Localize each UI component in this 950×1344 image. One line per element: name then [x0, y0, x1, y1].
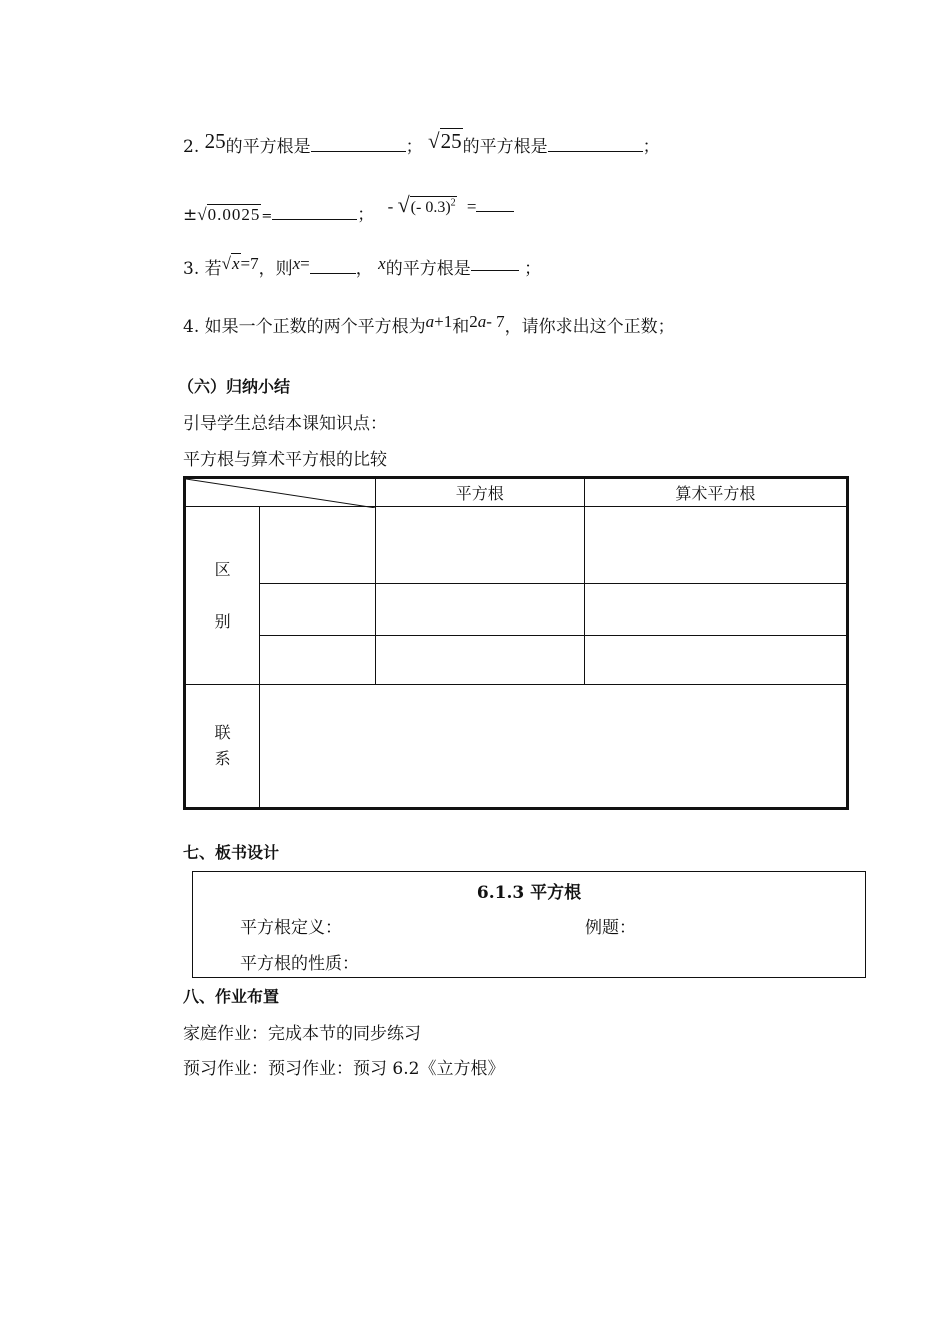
- diagonal-header-cell: [185, 478, 376, 507]
- exercise-text: 的平方根是: [462, 137, 548, 157]
- column-header-arithmetic-square-root: 算术平方根: [584, 478, 847, 507]
- equals-sign: =: [261, 209, 273, 224]
- sqrt-x: √x: [221, 254, 240, 273]
- expression-rest: +1: [434, 312, 453, 331]
- expression-rest: - 7: [486, 312, 505, 331]
- minus-sign: -: [387, 197, 394, 216]
- table-cell: [584, 636, 847, 685]
- exercise-4: [183, 312, 675, 337]
- row-header-connection: [185, 685, 260, 809]
- table-cell: [584, 584, 847, 636]
- sqrt-25: √25: [428, 129, 462, 153]
- answer-blank: [471, 269, 519, 271]
- table-cell: [260, 685, 848, 809]
- board-example: 例题：: [585, 918, 636, 938]
- exercise-text: ，请你求出这个正数；: [504, 317, 675, 337]
- board-design-box: [192, 871, 866, 978]
- sqrt-neg-0-3-squared: √(- 0.3)$^2$: [397, 192, 456, 217]
- variable-x: x: [378, 254, 386, 273]
- variable-a: a: [425, 312, 435, 331]
- exercise-number: 4.: [183, 317, 200, 337]
- answer-blank: [548, 150, 643, 152]
- radicand-base: (- 0.3): [410, 199, 451, 216]
- table-cell: [260, 507, 376, 584]
- radicand: x: [231, 254, 240, 273]
- comparison-title: 平方根与算术平方根的比较: [183, 450, 387, 470]
- table-cell: [375, 636, 584, 685]
- exercise-3: [183, 254, 541, 279]
- answer-blank: [272, 218, 357, 220]
- expression-a-plus-1: [426, 312, 453, 331]
- row-header-char: 系: [214, 749, 231, 768]
- radicand: 0.0025: [207, 205, 261, 224]
- plus-minus-sign: ±: [183, 205, 198, 225]
- separator: ；: [642, 137, 660, 157]
- exercise-text: 如果一个正数的两个平方根为: [204, 317, 426, 337]
- table-cell: [584, 507, 847, 584]
- separator: ，: [355, 259, 373, 279]
- equation-value: =7: [240, 254, 259, 273]
- homework-home: 家庭作业：完成本节的同步练习: [183, 1024, 421, 1044]
- answer-blank: [311, 150, 406, 152]
- exercise-text: 若: [204, 259, 222, 279]
- section-heading-homework: 八、作业布置: [183, 987, 280, 1006]
- table-cell: [260, 584, 376, 636]
- separator: ；: [524, 259, 542, 279]
- homework-preview: 预习作业：预习作业：预习 6.2《立方根》: [183, 1059, 505, 1079]
- exercise-text: 的平方根是: [385, 259, 471, 279]
- neg-sqrt-expression: [387, 192, 515, 217]
- coefficient: 2: [469, 312, 478, 331]
- table-cell: [260, 636, 376, 685]
- board-definition: 平方根定义：: [240, 918, 342, 938]
- answer-blank: [310, 272, 356, 274]
- exercise-number: 3.: [183, 259, 200, 279]
- row-header-char: 联: [214, 723, 231, 742]
- math-value-25: 25: [204, 129, 226, 153]
- exercise-text: 的平方根是: [225, 137, 311, 157]
- answer-blank: [476, 210, 514, 212]
- exercise-2-line-1: [183, 129, 660, 158]
- table-cell: [375, 584, 584, 636]
- variable-a: a: [477, 312, 487, 331]
- section-heading-summary: （六）归纳小结: [178, 377, 291, 396]
- equals-sign: =: [300, 254, 310, 273]
- exercise-text: ，则: [258, 259, 293, 279]
- column-header-square-root: 平方根: [375, 478, 584, 507]
- sqrt-0-0025: √0.0025: [197, 205, 261, 224]
- exercise-number: 2.: [183, 137, 200, 157]
- board-property: 平方根的性质：: [240, 954, 359, 974]
- section-heading-board: 七、板书设计: [183, 843, 280, 862]
- radicand: 25: [440, 129, 462, 153]
- diagonal-line: [186, 479, 376, 508]
- expression-2a-minus-7: [469, 312, 504, 331]
- variable-x: x: [292, 254, 301, 273]
- comparison-table: [183, 476, 849, 810]
- radicand: [410, 196, 457, 217]
- separator: ；: [357, 205, 375, 225]
- row-header-char: 别: [214, 611, 231, 631]
- row-header-difference: [185, 507, 260, 685]
- exercise-2-line-2: [183, 192, 514, 226]
- equals-sign: =: [466, 197, 477, 216]
- summary-intro: 引导学生总结本课知识点：: [183, 414, 387, 434]
- exponent: 2: [450, 197, 456, 209]
- separator: ；: [405, 137, 423, 157]
- exercise-text: 和: [452, 317, 470, 337]
- row-header-char: 区: [214, 559, 231, 579]
- table-cell: [375, 507, 584, 584]
- board-title: 6.1.3 平方根: [476, 883, 582, 903]
